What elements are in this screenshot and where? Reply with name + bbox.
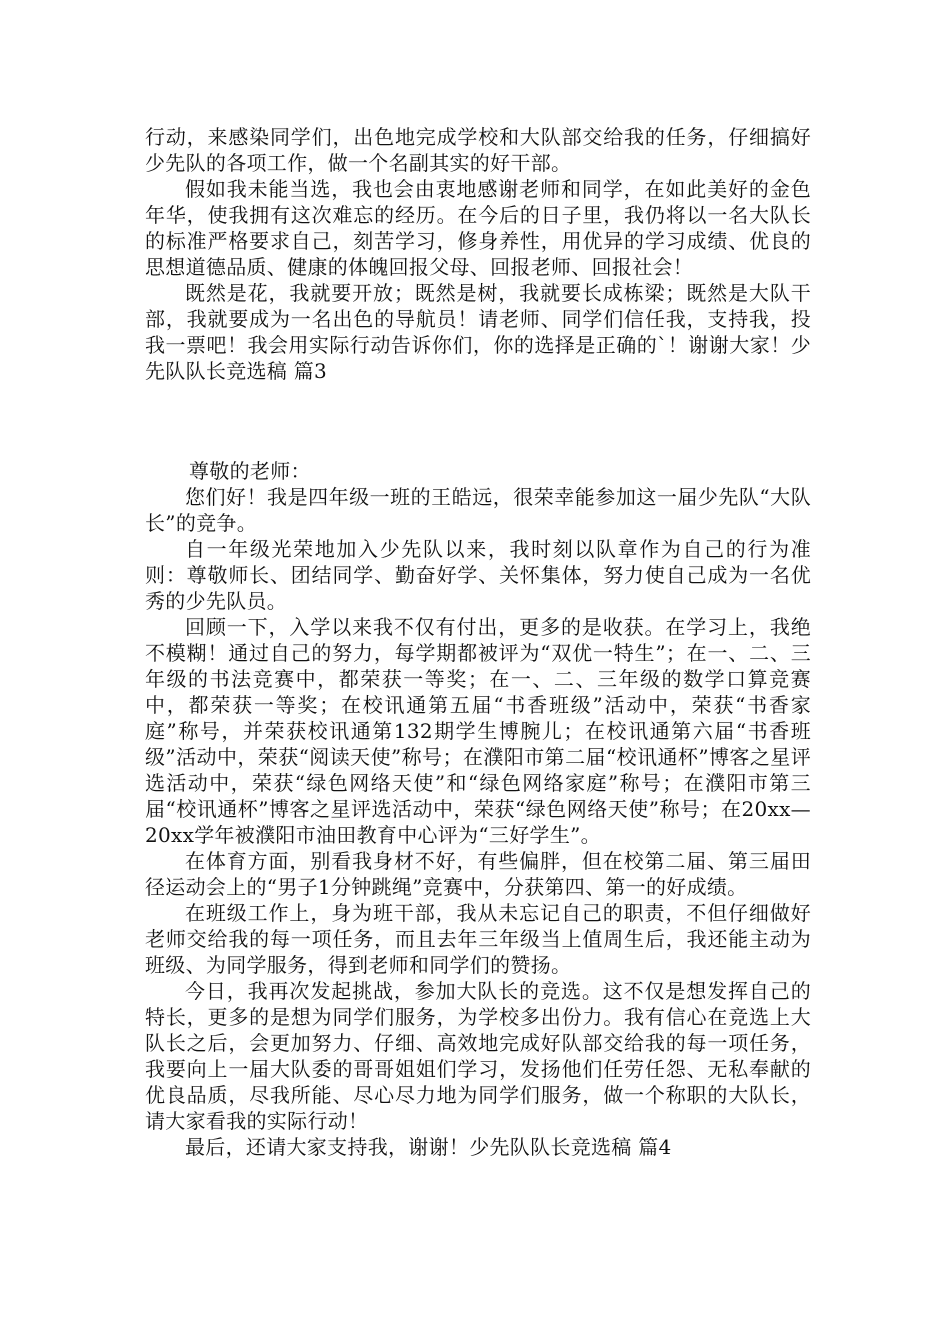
paragraph-achievements: 回顾一下，入学以来我不仅有付出，更多的是收获。在学习上，我绝不模糊！通过自己的努力，每学期都被评为“双优一特生”；在一、二、三年级的书法竞赛中，都荣获一等奖；在一、二、三年级的数学口算竞赛中，都荣获一等奖；在校讯通第五届“书香班级”活动中，荣获“书香家庭”称号，并荣获校讯通第132期学生博腕儿；在校讯通第六届“书香班级”活动中，荣获“阅读天使”称号；在濮阳市第二届“校讯通杯”博客之星评选活动中，荣获“绿色网络天使”和“绿色网络家庭”称号；在濮阳市第三届“校讯通杯”博客之星评选活动中，荣获“绿色网络天使”称号；在20xx—20xx学年被濮阳市油田教育中心评为“三好学生”。	[145, 615, 811, 847]
paragraph-final: 最后，还请大家支持我，谢谢！少先队队长竞选稿 篇4	[185, 1135, 672, 1159]
paragraph-greeting: 您们好！我是四年级一班的王皓远，很荣幸能参加这一届少先队“大队长”的竞争。	[145, 485, 811, 535]
paragraph-continuation: 行动，来感染同学们，出色地完成学校和大队部交给我的任务，仔细搞好少先队的各项工作，做一个名副其实的好干部。	[145, 125, 811, 175]
document-page	[145, 124, 811, 1160]
salutation: 尊敬的老师：	[189, 459, 311, 483]
paragraph-challenge: 今日，我再次发起挑战，参加大队长的竞选。这不仅是想发挥自己的特长，更多的是想为同学们服务，为学校多出份力。我有信心在竞选上大队长之后，会更加努力、仔细、高效地完成好队部交给我的每一项任务，我要向上一届大队委的哥哥姐姐们学习，发扬他们任劳任怨、无私奉献的优良品质，尽我所能、尽心尽力地为同学们服务，做一个称职的大队长，请大家看我的实际行动！	[145, 979, 811, 1133]
paragraph-class-work: 在班级工作上，身为班干部，我从未忘记自己的职责，不但仔细做好老师交给我的每一项任务，而且去年三年级当上值周生后，我还能主动为班级、为同学服务，得到老师和同学们的赞扬。	[145, 901, 811, 977]
section-gap	[145, 384, 811, 458]
paragraph-sports: 在体育方面，别看我身材不好，有些偏胖，但在校第二届、第三届田径运动会上的“男子1分钟跳绳”竞赛中，分获第四、第一的好成绩。	[145, 849, 811, 899]
paragraph-joining: 自一年级光荣地加入少先队以来，我时刻以队章作为自己的行为准则：尊敬师长、团结同学、勤奋好学、关怀集体，努力使自己成为一名优秀的少先队员。	[145, 537, 811, 613]
paragraph-closing-appeal: 既然是花，我就要开放；既然是树，我就要长成栋梁；既然是大队干部，我就要成为一名出色的导航员！请老师、同学们信任我，支持我，投我一票吧！我会用实际行动告诉你们，你的选择是正确的`！谢谢大家！少先队队长竞选稿 篇3	[145, 281, 811, 383]
paragraph-if-not-elected: 假如我未能当选，我也会由衷地感谢老师和同学，在如此美好的金色年华，使我拥有这次难忘的经历。在今后的日子里，我仍将以一名大队长的标准严格要求自己，刻苦学习，修身养性，用优异的学习成绩、优良的思想道德品质、健康的体魄回报父母、回报老师、回报社会！	[145, 177, 811, 279]
